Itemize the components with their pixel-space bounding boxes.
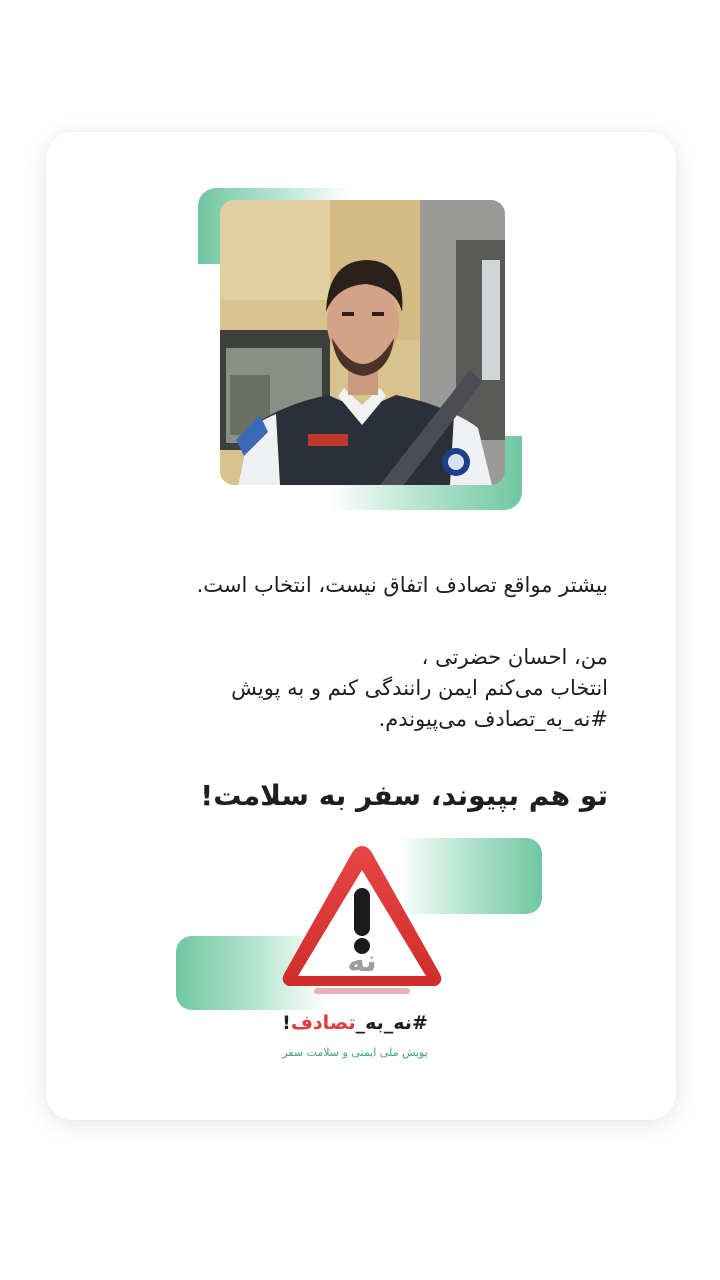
headline: تو هم بپیوند، سفر به سلامت! <box>200 779 608 812</box>
hashtag-prefix: #نه_به_ <box>355 1012 428 1034</box>
hashtag-accent: تصادف <box>290 1012 356 1034</box>
pledge-line: انتخاب می‌کنم ایمن رانندگی کنم و به پویش <box>231 676 608 700</box>
campaign-hashtag <box>250 1012 460 1034</box>
pledge-text <box>108 642 608 735</box>
warning-sign-logo <box>278 840 446 1004</box>
pledge-line: #نه_به_تصادف می‌پیوندم. <box>378 707 608 731</box>
pledge-line: من، احسان حضرتی ، <box>421 645 608 669</box>
statement-text: بیشتر مواقع تصادف اتفاق نیست، انتخاب است. <box>196 573 608 597</box>
sign-text: نه <box>347 944 377 979</box>
campaign-tagline: پویش ملی ایمنی و سلامت سفر <box>282 1046 428 1059</box>
driver-photo <box>220 200 505 485</box>
exclamation-bar <box>354 888 370 936</box>
hashtag-suffix: ! <box>282 1012 291 1034</box>
